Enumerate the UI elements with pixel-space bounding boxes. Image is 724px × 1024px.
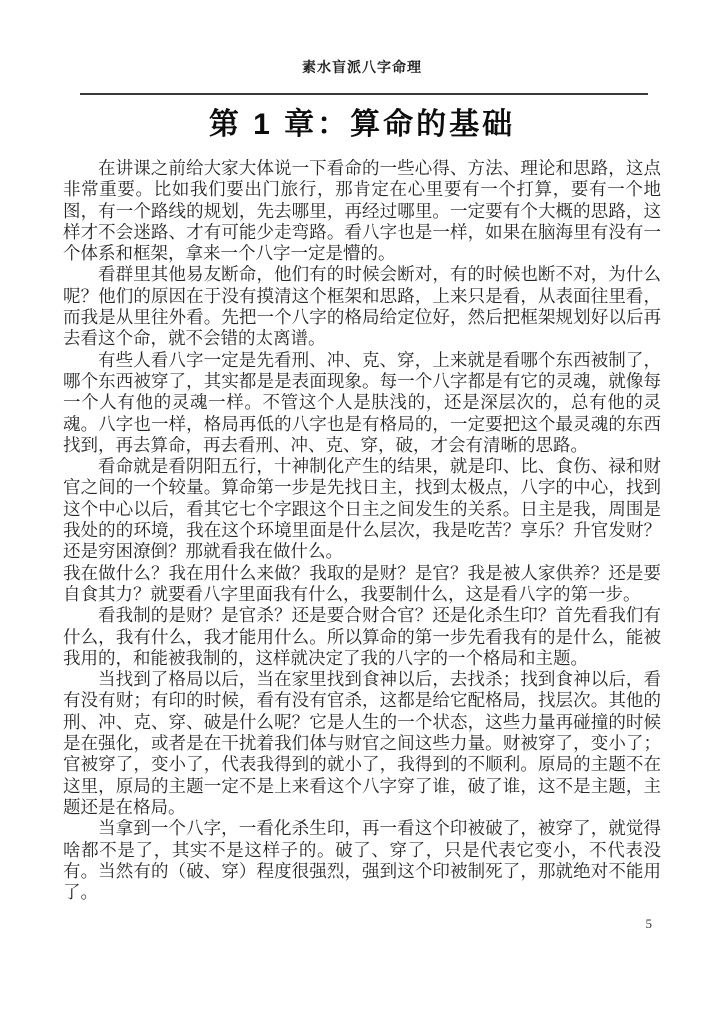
paragraph: 看我制的是财？是官杀？还是要合财合官？还是化杀生印？首先看我们有什么，我有什么，我才能用什么。所以算命的第一步先看我有的是什么，能被我用的，和能被我制的，这样就决定了我的八字的一个格局和主题。 bbox=[63, 605, 661, 668]
header-divider bbox=[80, 93, 648, 95]
paragraph: 当找到了格局以后，当在家里找到食神以后，去找杀；找到食神以后，看有没有财；有印的时候，看有没有官杀，这都是给它配格局，找层次。其他的刑、冲、克、穿、破是什么呢？它是人生的一个状态，这些力量再碰撞的时候是在强化，或者是在干扰着我们体与财官之间这些力量。财被穿了，变小了；官被穿了，变小了，代表我得到的就小了，我得到的不顺利。原局的主题不在这里，原局的主题一定不是上来看这个八字穿了谁，破了谁，这不是主题，主题还是在格局。 bbox=[63, 669, 661, 817]
body-text bbox=[63, 158, 661, 903]
paragraph: 有些人看八字一定是先看刑、冲、克、穿，上来就是看哪个东西被制了，哪个东西被穿了，其实都是是表面现象。每一个八字都是有它的灵魂，就像每一个人有他的灵魂一样。不管这个人是肤浅的，还是深层次的，总有他的灵魂。八字也一样，格局再低的八字也是有格局的，一定要把这个最灵魂的东西找到，再去算命，再去看刑、冲、克、穿，破，才会有清晰的思路。 bbox=[63, 349, 661, 455]
paragraph: 当拿到一个八字，一看化杀生印，再一看这个印被破了，被穿了，就觉得啥都不是了，其实不是这样子的。破了、穿了，只是代表它变小，不代表没有。当然有的（破、穿）程度很强烈，强到这个印被制死了，那就绝对不能用了。 bbox=[63, 818, 661, 903]
running-header: 素水盲派八字命理 bbox=[302, 61, 422, 76]
paragraph: 看命就是看阴阳五行，十神制化产生的结果，就是印、比、食伤、禄和财官之间的一个较量。算命第一步是先找日主，找到太极点，八字的中心，找到这个中心以后，看其它七个字跟这个日主之间发生的关系。日主是我，周围是我处的的环境，我在这个环境里面是什么层次，我是吃苦？享乐？升官发财？还是穷困潦倒？那就看我在做什么。 bbox=[63, 456, 661, 562]
paragraph: 看群里其他易友断命，他们有的时候会断对，有的时候也断不对，为什么呢？他们的原因在于没有摸清这个框架和思路，上来只是看，从表面往里看，而我是从里往外看。先把一个八字的格局给定位好，然后把框架规划好以后再去看这个命，就不会错的太离谱。 bbox=[63, 264, 661, 349]
page-number: 5 bbox=[645, 916, 652, 931]
paragraph: 我在做什么？我在用什么来做？我取的是财？是官？我是被人家供养？还是要自食其力？就要看八字里面我有什么，我要制什么，这是看八字的第一步。 bbox=[63, 562, 661, 604]
chapter-title: 第 1 章：算命的基础 bbox=[208, 108, 516, 141]
paragraph: 在讲课之前给大家大体说一下看命的一些心得、方法、理论和思路，这点非常重要。比如我们要出门旅行，那肯定在心里要有一个打算，要有一个地图，有一个路线的规划，先去哪里，再经过哪里。一定要有个大概的思路，这样才不会迷路、才有可能少走弯路。看八字也是一样，如果在脑海里有没有一个体系和框架，拿来一个八字一定是懵的。 bbox=[63, 158, 661, 264]
